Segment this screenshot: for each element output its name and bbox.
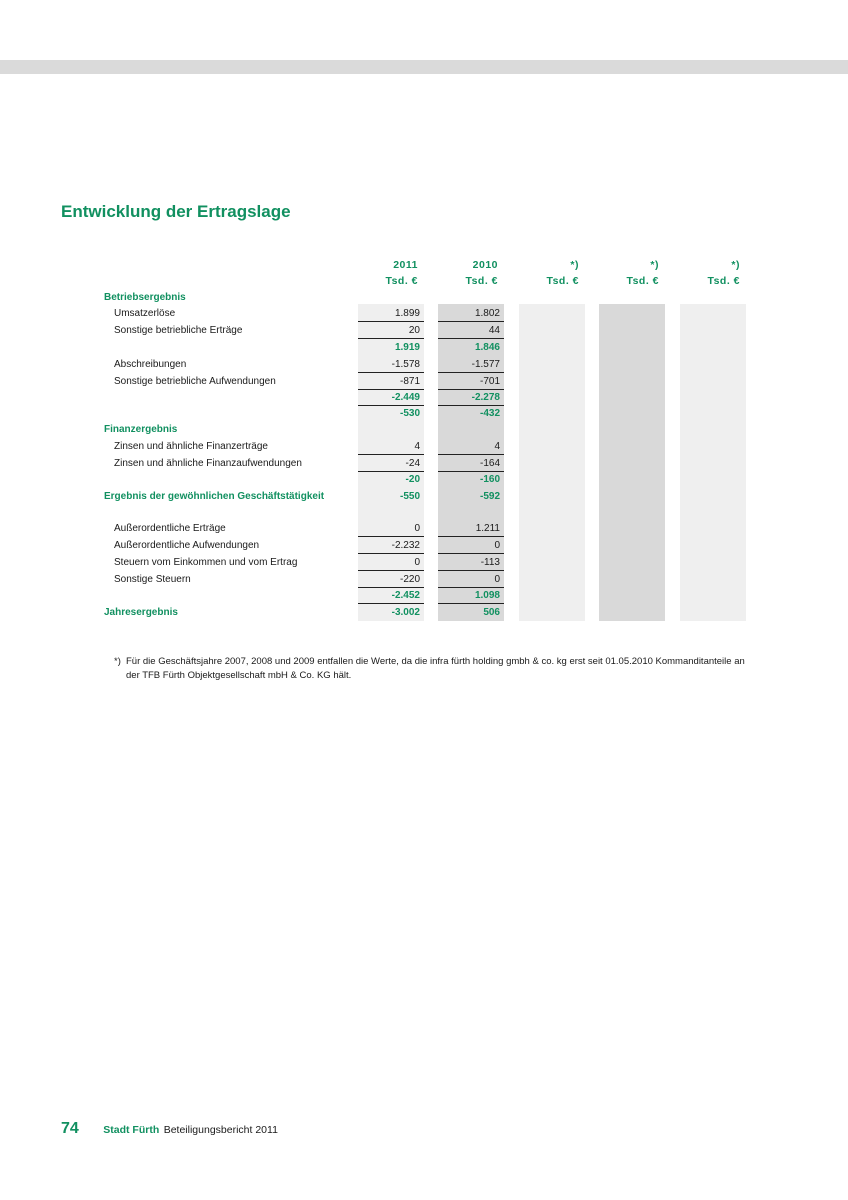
cell-2010: -164 [479,458,500,469]
cell-2011: -2.232 [391,540,420,551]
row-label-abschreibungen: Abschreibungen [114,359,187,370]
cell-2010: 0 [494,540,500,551]
cell-2010: 0 [494,574,500,585]
cell-2011: 0 [414,557,420,568]
rule [358,338,424,339]
cell-2011: -220 [399,574,420,585]
column-panel-empty-1 [519,304,585,621]
column-header-unit: Tsd. € [546,275,579,287]
rule [358,454,424,455]
rule [438,471,504,472]
column-panel-empty-3 [680,304,746,621]
cell-2010: -701 [479,376,500,387]
rule [358,372,424,373]
total-2010: -432 [479,408,500,419]
column-header-year: *) [570,259,579,271]
cell-2010: -113 [480,557,500,568]
total-2010: -592 [479,491,500,502]
column-header-year: 2010 [472,259,498,271]
row-label-jahresergebnis: Jahresergebnis [104,607,178,618]
row-label-sonstige-ertraege: Sonstige betriebliche Erträge [114,325,243,336]
publisher-name: Stadt Fürth [103,1124,160,1136]
rule [358,587,424,588]
rule [438,587,504,588]
total-2011: -3.002 [391,607,420,618]
total-2010: 506 [483,607,500,618]
cell-2010: 1.802 [474,308,500,319]
total-2011: -530 [399,408,420,419]
column-header-unit: Tsd. € [385,275,418,287]
cell-2011: 0 [414,523,420,534]
row-label-sonstige-aufwendungen: Sonstige betriebliche Aufwendungen [114,376,276,387]
subtotal-2011: -20 [405,474,420,485]
cell-2011: -871 [399,376,420,387]
subtotal-2011: -2.452 [391,590,420,601]
column-header-year: *) [731,259,740,271]
rule [438,454,504,455]
row-label-zinsaufwendungen: Zinsen und ähnliche Finanzaufwendungen [114,458,302,469]
cell-2011: -1.578 [391,359,420,370]
rule [438,603,504,604]
subtotal-2011: 1.919 [394,342,420,353]
cell-2011: 1.899 [394,308,420,319]
rule [438,536,504,537]
cell-2011: -24 [405,458,420,469]
column-header-year: *) [650,259,659,271]
footnote-text: Für die Geschäftsjahre 2007, 2008 und 2009 entfallen die Werte, da die infra fürth holding gmbh & co. kg erst seit 01.05.2010 Kommanditanteile an der TFB Fürth Objektgesellschaft mbH & Co. KG hält. [126,656,745,681]
rule [358,536,424,537]
subtotal-2010: 1.846 [474,342,500,353]
column-panel-empty-2 [599,304,665,621]
cell-2010: 1.211 [475,523,500,534]
subtotal-2011: -2.449 [391,392,420,403]
subtotal-2010: 1.098 [474,590,500,601]
rule [358,553,424,554]
rule [438,338,504,339]
top-band [0,60,848,74]
rule [358,405,424,406]
rule [438,570,504,571]
rule [358,321,424,322]
row-label-ao-aufwendungen: Außerordentliche Aufwendungen [114,540,260,551]
cell-2010: -1.577 [471,359,500,370]
report-title: Beteiligungsbericht 2011 [163,1124,278,1136]
page-number: 74 [61,1120,79,1137]
total-2011: -550 [399,491,420,502]
column-header-unit: Tsd. € [465,275,498,287]
cell-2010: 4 [494,441,500,452]
page-footer [61,1120,278,1138]
row-label-umsatzerloese: Umsatzerlöse [114,308,176,319]
rule [438,321,504,322]
section-heading-betriebsergebnis: Betriebsergebnis [104,292,186,303]
cell-2011: 4 [414,441,420,452]
footnote-mark: *) [114,656,121,667]
cell-2010: 44 [488,325,500,336]
row-label-sonstige-steuern: Sonstige Steuern [114,574,191,585]
rule [358,389,424,390]
row-label-ao-ertraege: Außerordentliche Erträge [114,523,226,534]
rule [358,471,424,472]
rule [438,405,504,406]
column-header-year: 2011 [393,259,418,271]
column-header-unit: Tsd. € [626,275,659,287]
row-label-zinsertraege: Zinsen und ähnliche Finanzerträge [114,441,268,452]
cell-2011: 20 [408,325,420,336]
row-label-steuern-einkommen: Steuern vom Einkommen und vom Ertrag [114,557,298,568]
rule [438,372,504,373]
section-heading-finanzergebnis: Finanzergebnis [104,424,178,435]
page-title: Entwicklung der Ertragslage [61,202,291,221]
rule [358,603,424,604]
subtotal-2010: -2.278 [471,392,500,403]
column-header-unit: Tsd. € [707,275,740,287]
rule [438,389,504,390]
rule [358,570,424,571]
rule [438,553,504,554]
footnote [114,655,754,683]
subtotal-2010: -160 [479,474,500,485]
row-label-ergebnis-gewoehnlich: Ergebnis der gewöhnlichen Geschäftstätigkeit [104,491,325,502]
